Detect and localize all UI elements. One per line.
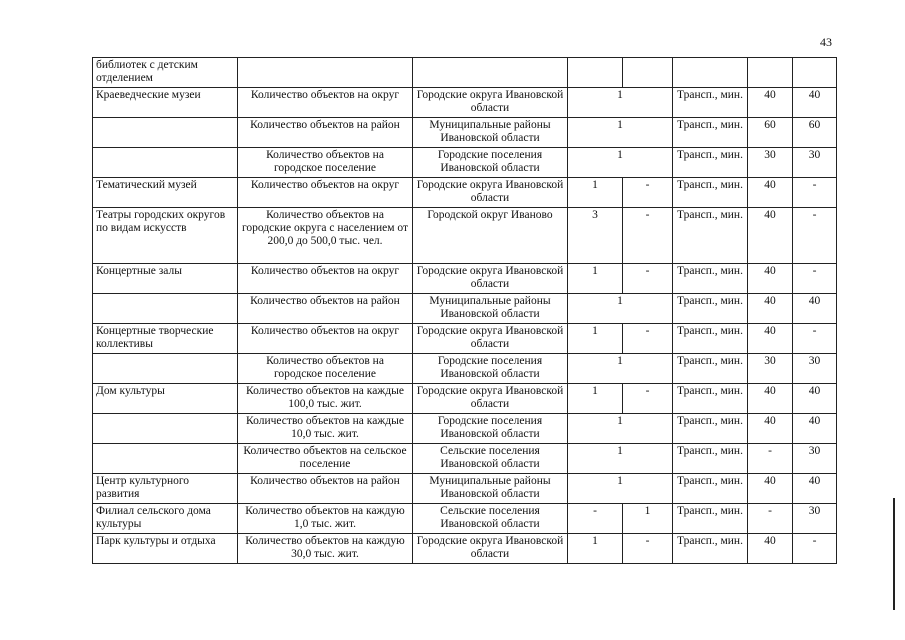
- indicator-cell: Количество объектов на городское поселение: [238, 354, 413, 384]
- unit-cell: Трансп., мин.: [673, 474, 748, 504]
- facility-name-cell: Дом культуры: [93, 384, 238, 414]
- norm-cell-2: 40: [793, 474, 837, 504]
- territory-cell: Городские округа Ивановской области: [413, 384, 568, 414]
- territory-cell: Городские округа Ивановской области: [413, 178, 568, 208]
- unit-cell: Трансп., мин.: [673, 88, 748, 118]
- value-cell-1: 1: [568, 178, 623, 208]
- facility-name-cell: Концертные залы: [93, 264, 238, 294]
- culture-facilities-table: [92, 57, 837, 564]
- table-row: [93, 324, 837, 354]
- facility-name-cell: Концертные творческие коллективы: [93, 324, 238, 354]
- indicator-cell: Количество объектов на округ: [238, 88, 413, 118]
- unit-cell: Трансп., мин.: [673, 178, 748, 208]
- unit-cell: Трансп., мин.: [673, 384, 748, 414]
- facility-name-cell: [93, 118, 238, 148]
- norm-cell-2: 60: [793, 118, 837, 148]
- table-row: [93, 148, 837, 178]
- territory-cell: [413, 58, 568, 88]
- norm-cell-1: -: [748, 504, 793, 534]
- territory-cell: Муниципальные районы Ивановской области: [413, 474, 568, 504]
- indicator-cell: Количество объектов на городское поселение: [238, 148, 413, 178]
- value-cell-2: -: [623, 324, 673, 354]
- unit-cell: Трансп., мин.: [673, 208, 748, 264]
- unit-cell: Трансп., мин.: [673, 534, 748, 564]
- territory-cell: Городские округа Ивановской области: [413, 264, 568, 294]
- indicator-cell: Количество объектов на каждую 30,0 тыс. жит.: [238, 534, 413, 564]
- value-cell-1: 1: [568, 264, 623, 294]
- indicator-cell: Количество объектов на каждую 1,0 тыс. жит.: [238, 504, 413, 534]
- norm-cell-2: 30: [793, 444, 837, 474]
- value-merged-cell: 1: [568, 444, 673, 474]
- norm-cell-2: 30: [793, 148, 837, 178]
- table-row: [93, 384, 837, 414]
- territory-cell: Городские округа Ивановской области: [413, 88, 568, 118]
- norm-cell-2: 40: [793, 384, 837, 414]
- value-cell-1: 1: [568, 384, 623, 414]
- norm-cell-1: [748, 58, 793, 88]
- facility-name-cell: библиотек с детским отделением: [93, 58, 238, 88]
- norm-cell-1: 30: [748, 148, 793, 178]
- norm-cell-2: 40: [793, 88, 837, 118]
- norm-cell-2: 40: [793, 294, 837, 324]
- table-row: [93, 474, 837, 504]
- territory-cell: Муниципальные районы Ивановской области: [413, 294, 568, 324]
- facility-name-cell: [93, 414, 238, 444]
- norm-cell-2: [793, 58, 837, 88]
- value-cell-1: [568, 58, 623, 88]
- value-cell-2: -: [623, 264, 673, 294]
- norm-cell-2: -: [793, 264, 837, 294]
- value-merged-cell: 1: [568, 148, 673, 178]
- indicator-cell: [238, 58, 413, 88]
- unit-cell: Трансп., мин.: [673, 414, 748, 444]
- facility-name-cell: Парк культуры и отдыха: [93, 534, 238, 564]
- unit-cell: Трансп., мин.: [673, 148, 748, 178]
- unit-cell: Трансп., мин.: [673, 324, 748, 354]
- territory-cell: Городские округа Ивановской области: [413, 324, 568, 354]
- territory-cell: Городской округ Иваново: [413, 208, 568, 264]
- norm-cell-1: 40: [748, 208, 793, 264]
- indicator-cell: Количество объектов на каждые 10,0 тыс. жит.: [238, 414, 413, 444]
- norm-cell-1: -: [748, 444, 793, 474]
- territory-cell: Городские поселения Ивановской области: [413, 148, 568, 178]
- indicator-cell: Количество объектов на городские округа с населением от 200,0 до 500,0 тыс. чел.: [238, 208, 413, 264]
- indicator-cell: Количество объектов на сельское поселение: [238, 444, 413, 474]
- indicator-cell: Количество объектов на район: [238, 474, 413, 504]
- norm-cell-1: 40: [748, 474, 793, 504]
- indicator-cell: Количество объектов на район: [238, 118, 413, 148]
- indicator-cell: Количество объектов на район: [238, 294, 413, 324]
- norm-cell-2: -: [793, 534, 837, 564]
- norm-cell-2: 30: [793, 504, 837, 534]
- page-number: 43: [820, 35, 832, 49]
- facility-name-cell: Театры городских округов по видам искусств: [93, 208, 238, 264]
- scan-edge-mark: [893, 498, 895, 610]
- norm-cell-1: 30: [748, 354, 793, 384]
- value-merged-cell: 1: [568, 88, 673, 118]
- table-row: [93, 178, 837, 208]
- norm-cell-1: 40: [748, 178, 793, 208]
- table-row: [93, 414, 837, 444]
- norm-cell-1: 40: [748, 264, 793, 294]
- value-cell-1: 1: [568, 324, 623, 354]
- norm-cell-2: 30: [793, 354, 837, 384]
- value-merged-cell: 1: [568, 354, 673, 384]
- indicator-cell: Количество объектов на каждые 100,0 тыс. жит.: [238, 384, 413, 414]
- facility-name-cell: Центр культурного развития: [93, 474, 238, 504]
- table-row: [93, 208, 837, 264]
- table-row: [93, 444, 837, 474]
- table-row: [93, 264, 837, 294]
- norm-cell-1: 60: [748, 118, 793, 148]
- facility-name-cell: [93, 294, 238, 324]
- table-row: [93, 534, 837, 564]
- unit-cell: Трансп., мин.: [673, 354, 748, 384]
- facility-name-cell: Тематический музей: [93, 178, 238, 208]
- unit-cell: Трансп., мин.: [673, 118, 748, 148]
- norm-cell-1: 40: [748, 414, 793, 444]
- value-merged-cell: 1: [568, 294, 673, 324]
- norm-cell-2: -: [793, 178, 837, 208]
- norm-cell-1: 40: [748, 88, 793, 118]
- territory-cell: Городские округа Ивановской области: [413, 534, 568, 564]
- norm-cell-1: 40: [748, 534, 793, 564]
- unit-cell: Трансп., мин.: [673, 294, 748, 324]
- value-cell-1: -: [568, 504, 623, 534]
- indicator-cell: Количество объектов на округ: [238, 324, 413, 354]
- value-cell-2: -: [623, 384, 673, 414]
- indicator-cell: Количество объектов на округ: [238, 264, 413, 294]
- territory-cell: Сельские поселения Ивановской области: [413, 444, 568, 474]
- table-row: [93, 118, 837, 148]
- unit-cell: [673, 58, 748, 88]
- table-row: [93, 58, 837, 88]
- value-cell-2: [623, 58, 673, 88]
- unit-cell: Трансп., мин.: [673, 264, 748, 294]
- value-cell-2: -: [623, 208, 673, 264]
- value-cell-2: 1: [623, 504, 673, 534]
- facility-name-cell: [93, 444, 238, 474]
- value-merged-cell: 1: [568, 414, 673, 444]
- territory-cell: Сельские поселения Ивановской области: [413, 504, 568, 534]
- value-cell-1: 1: [568, 534, 623, 564]
- indicator-cell: Количество объектов на округ: [238, 178, 413, 208]
- table-row: [93, 354, 837, 384]
- facility-name-cell: Филиал сельского дома культуры: [93, 504, 238, 534]
- value-merged-cell: 1: [568, 118, 673, 148]
- territory-cell: Муниципальные районы Ивановской области: [413, 118, 568, 148]
- norm-cell-1: 40: [748, 384, 793, 414]
- unit-cell: Трансп., мин.: [673, 504, 748, 534]
- norm-cell-2: -: [793, 324, 837, 354]
- table-row: [93, 88, 837, 118]
- unit-cell: Трансп., мин.: [673, 444, 748, 474]
- table-row: [93, 504, 837, 534]
- table-row: [93, 294, 837, 324]
- value-cell-2: -: [623, 178, 673, 208]
- norm-cell-2: -: [793, 208, 837, 264]
- value-cell-1: 3: [568, 208, 623, 264]
- value-merged-cell: 1: [568, 474, 673, 504]
- territory-cell: Городские поселения Ивановской области: [413, 414, 568, 444]
- norm-cell-2: 40: [793, 414, 837, 444]
- norm-cell-1: 40: [748, 324, 793, 354]
- value-cell-2: -: [623, 534, 673, 564]
- facility-name-cell: [93, 354, 238, 384]
- territory-cell: Городские поселения Ивановской области: [413, 354, 568, 384]
- norm-cell-1: 40: [748, 294, 793, 324]
- facility-name-cell: Краеведческие музеи: [93, 88, 238, 118]
- facility-name-cell: [93, 148, 238, 178]
